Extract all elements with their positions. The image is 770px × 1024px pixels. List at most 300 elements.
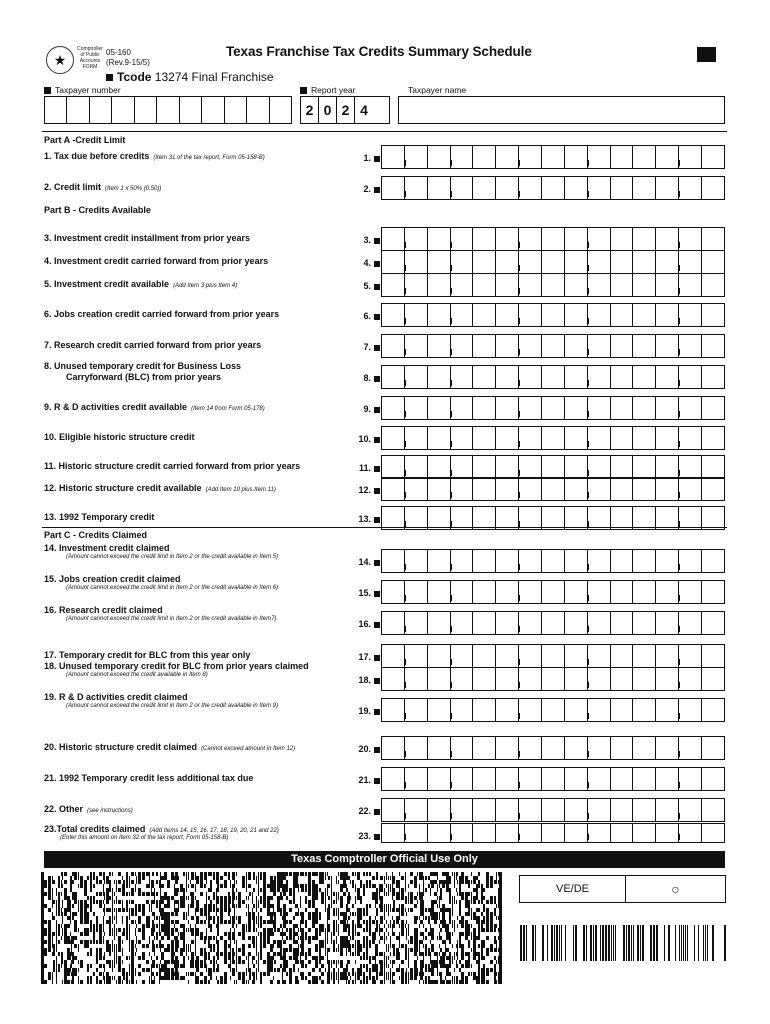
amount-digit-cell[interactable]	[382, 456, 405, 478]
amount-digit-cell[interactable]	[473, 397, 496, 419]
amount-digit-cell[interactable]	[473, 668, 496, 690]
amount-digit-cell[interactable]	[451, 397, 474, 419]
amount-digit-cell[interactable]	[542, 456, 565, 478]
amount-digit-cell[interactable]	[519, 507, 542, 529]
amount-digit-cell[interactable]	[542, 668, 565, 690]
amount-digit-cell[interactable]	[451, 550, 474, 572]
amount-digit-cell[interactable]	[382, 799, 405, 821]
amount-digit-cell[interactable]	[588, 456, 611, 478]
amount-digit-cell[interactable]	[702, 397, 724, 419]
amount-digit-cell[interactable]	[679, 251, 702, 273]
amount-digit-cell[interactable]	[451, 274, 474, 296]
amount-digit-cell[interactable]	[496, 177, 519, 199]
amount-digit-cell[interactable]	[633, 645, 656, 667]
amount-digit-cell[interactable]	[382, 645, 405, 667]
amount-digit-cell[interactable]	[496, 478, 519, 500]
amount-digit-cell[interactable]	[565, 427, 588, 449]
amount-digit-cell[interactable]	[565, 612, 588, 634]
amount-digit-cell[interactable]	[633, 146, 656, 168]
amount-digit-cell[interactable]	[451, 612, 474, 634]
amount-digit-cell[interactable]	[588, 799, 611, 821]
digit-cell[interactable]	[180, 97, 202, 123]
amount-digit-cell[interactable]	[382, 177, 405, 199]
amount-digit-cell[interactable]	[611, 274, 634, 296]
amount-digit-cell[interactable]	[588, 397, 611, 419]
amount-digit-cell[interactable]	[565, 456, 588, 478]
amount-digit-cell[interactable]	[496, 645, 519, 667]
amount-digit-cell[interactable]	[382, 304, 405, 326]
amount-digit-cell[interactable]	[428, 799, 451, 821]
amount-digit-cell[interactable]	[542, 146, 565, 168]
amount-digit-cell[interactable]	[588, 550, 611, 572]
amount-digit-cell[interactable]	[656, 146, 679, 168]
amount-digit-cell[interactable]	[473, 274, 496, 296]
amount-digit-cell[interactable]	[588, 177, 611, 199]
amount-digit-cell[interactable]	[702, 304, 724, 326]
amount-digit-cell[interactable]	[405, 146, 428, 168]
amount-digit-cell[interactable]	[656, 824, 679, 842]
amount-digit-cell[interactable]	[565, 146, 588, 168]
amount-digit-cell[interactable]	[405, 699, 428, 721]
amount-digit-cell[interactable]	[496, 699, 519, 721]
amount-digit-cell[interactable]	[565, 668, 588, 690]
amount-digit-cell[interactable]	[451, 737, 474, 759]
amount-digit-cell[interactable]	[565, 768, 588, 790]
amount-digit-cell[interactable]	[588, 228, 611, 250]
amount-digit-cell[interactable]	[702, 228, 724, 250]
amount-digit-cell[interactable]	[542, 397, 565, 419]
amount-digit-cell[interactable]	[611, 581, 634, 603]
amount-digit-cell[interactable]	[519, 456, 542, 478]
taxpayer-name-field[interactable]	[398, 96, 725, 124]
amount-digit-cell[interactable]	[565, 507, 588, 529]
amount-digit-cell[interactable]	[611, 768, 634, 790]
amount-digit-cell[interactable]	[428, 612, 451, 634]
amount-digit-cell[interactable]	[588, 824, 611, 842]
amount-digit-cell[interactable]	[473, 251, 496, 273]
amount-digit-cell[interactable]	[611, 251, 634, 273]
amount-digit-cell[interactable]	[679, 737, 702, 759]
digit-cell[interactable]	[225, 97, 247, 123]
amount-digit-cell[interactable]	[519, 427, 542, 449]
amount-field[interactable]	[381, 798, 725, 822]
amount-digit-cell[interactable]	[473, 228, 496, 250]
amount-digit-cell[interactable]	[565, 304, 588, 326]
amount-digit-cell[interactable]	[656, 507, 679, 529]
amount-digit-cell[interactable]	[565, 397, 588, 419]
amount-digit-cell[interactable]	[405, 799, 428, 821]
amount-digit-cell[interactable]	[451, 581, 474, 603]
amount-digit-cell[interactable]	[382, 581, 405, 603]
amount-digit-cell[interactable]	[542, 274, 565, 296]
amount-digit-cell[interactable]	[656, 645, 679, 667]
amount-digit-cell[interactable]	[451, 768, 474, 790]
amount-digit-cell[interactable]	[382, 397, 405, 419]
amount-digit-cell[interactable]	[496, 228, 519, 250]
amount-digit-cell[interactable]	[405, 228, 428, 250]
amount-digit-cell[interactable]	[473, 737, 496, 759]
amount-digit-cell[interactable]	[611, 550, 634, 572]
amount-digit-cell[interactable]	[611, 397, 634, 419]
amount-digit-cell[interactable]	[656, 456, 679, 478]
amount-field[interactable]	[381, 396, 725, 420]
amount-digit-cell[interactable]	[633, 397, 656, 419]
amount-digit-cell[interactable]	[702, 645, 724, 667]
amount-digit-cell[interactable]	[473, 335, 496, 357]
amount-digit-cell[interactable]	[542, 737, 565, 759]
amount-field[interactable]	[381, 250, 725, 274]
amount-digit-cell[interactable]	[496, 768, 519, 790]
amount-field[interactable]	[381, 303, 725, 327]
amount-digit-cell[interactable]	[382, 824, 405, 842]
amount-digit-cell[interactable]	[473, 146, 496, 168]
amount-field[interactable]	[381, 506, 725, 530]
amount-field[interactable]	[381, 426, 725, 450]
amount-digit-cell[interactable]	[702, 768, 724, 790]
amount-field[interactable]	[381, 667, 725, 691]
amount-digit-cell[interactable]	[496, 550, 519, 572]
amount-digit-cell[interactable]	[633, 366, 656, 388]
amount-digit-cell[interactable]	[633, 304, 656, 326]
amount-digit-cell[interactable]	[382, 146, 405, 168]
amount-field[interactable]	[381, 477, 725, 501]
amount-digit-cell[interactable]	[679, 507, 702, 529]
amount-digit-cell[interactable]	[428, 737, 451, 759]
amount-digit-cell[interactable]	[428, 478, 451, 500]
amount-digit-cell[interactable]	[382, 550, 405, 572]
amount-digit-cell[interactable]	[633, 581, 656, 603]
amount-digit-cell[interactable]	[405, 612, 428, 634]
amount-digit-cell[interactable]	[542, 335, 565, 357]
amount-digit-cell[interactable]	[679, 228, 702, 250]
amount-digit-cell[interactable]	[656, 427, 679, 449]
amount-digit-cell[interactable]	[679, 768, 702, 790]
amount-digit-cell[interactable]	[542, 478, 565, 500]
amount-digit-cell[interactable]	[382, 668, 405, 690]
amount-digit-cell[interactable]	[382, 612, 405, 634]
amount-digit-cell[interactable]	[428, 507, 451, 529]
amount-digit-cell[interactable]	[451, 228, 474, 250]
amount-digit-cell[interactable]	[405, 366, 428, 388]
amount-digit-cell[interactable]	[633, 824, 656, 842]
amount-digit-cell[interactable]	[405, 550, 428, 572]
digit-cell[interactable]	[112, 97, 134, 123]
amount-digit-cell[interactable]	[702, 699, 724, 721]
amount-digit-cell[interactable]	[405, 427, 428, 449]
amount-digit-cell[interactable]	[496, 456, 519, 478]
amount-digit-cell[interactable]	[679, 335, 702, 357]
amount-digit-cell[interactable]	[702, 366, 724, 388]
amount-digit-cell[interactable]	[451, 507, 474, 529]
amount-digit-cell[interactable]	[473, 427, 496, 449]
amount-digit-cell[interactable]	[542, 768, 565, 790]
amount-digit-cell[interactable]	[656, 397, 679, 419]
amount-digit-cell[interactable]	[702, 668, 724, 690]
amount-digit-cell[interactable]	[405, 645, 428, 667]
amount-digit-cell[interactable]	[519, 699, 542, 721]
amount-digit-cell[interactable]	[702, 456, 724, 478]
amount-digit-cell[interactable]	[382, 335, 405, 357]
amount-digit-cell[interactable]	[519, 177, 542, 199]
amount-digit-cell[interactable]	[519, 478, 542, 500]
amount-digit-cell[interactable]	[702, 251, 724, 273]
amount-digit-cell[interactable]	[565, 251, 588, 273]
amount-digit-cell[interactable]	[542, 550, 565, 572]
amount-digit-cell[interactable]	[451, 146, 474, 168]
amount-digit-cell[interactable]	[519, 397, 542, 419]
amount-digit-cell[interactable]	[611, 478, 634, 500]
amount-digit-cell[interactable]	[542, 177, 565, 199]
amount-digit-cell[interactable]	[702, 507, 724, 529]
amount-digit-cell[interactable]	[542, 824, 565, 842]
amount-digit-cell[interactable]	[405, 177, 428, 199]
amount-digit-cell[interactable]	[519, 737, 542, 759]
amount-digit-cell[interactable]	[656, 768, 679, 790]
amount-digit-cell[interactable]	[542, 366, 565, 388]
report-year-field[interactable]	[300, 96, 390, 124]
amount-digit-cell[interactable]	[702, 612, 724, 634]
amount-digit-cell[interactable]	[588, 768, 611, 790]
amount-field[interactable]	[381, 176, 725, 200]
amount-digit-cell[interactable]	[405, 456, 428, 478]
amount-digit-cell[interactable]	[519, 768, 542, 790]
amount-digit-cell[interactable]	[496, 427, 519, 449]
amount-digit-cell[interactable]	[611, 668, 634, 690]
amount-digit-cell[interactable]	[588, 274, 611, 296]
amount-digit-cell[interactable]	[679, 799, 702, 821]
amount-digit-cell[interactable]	[451, 699, 474, 721]
amount-field[interactable]	[381, 767, 725, 791]
amount-digit-cell[interactable]	[405, 824, 428, 842]
amount-digit-cell[interactable]	[428, 427, 451, 449]
amount-digit-cell[interactable]	[611, 228, 634, 250]
amount-digit-cell[interactable]	[405, 274, 428, 296]
amount-digit-cell[interactable]	[679, 478, 702, 500]
amount-digit-cell[interactable]	[428, 335, 451, 357]
amount-digit-cell[interactable]	[588, 612, 611, 634]
amount-digit-cell[interactable]	[473, 612, 496, 634]
amount-digit-cell[interactable]	[451, 251, 474, 273]
amount-digit-cell[interactable]	[702, 478, 724, 500]
amount-digit-cell[interactable]	[633, 478, 656, 500]
amount-digit-cell[interactable]	[588, 507, 611, 529]
amount-digit-cell[interactable]	[611, 824, 634, 842]
amount-digit-cell[interactable]	[656, 251, 679, 273]
amount-digit-cell[interactable]	[588, 699, 611, 721]
amount-digit-cell[interactable]	[565, 581, 588, 603]
digit-cell[interactable]	[90, 97, 112, 123]
amount-digit-cell[interactable]	[542, 645, 565, 667]
taxpayer-number-field[interactable]	[44, 96, 292, 124]
amount-digit-cell[interactable]	[519, 304, 542, 326]
amount-digit-cell[interactable]	[519, 228, 542, 250]
amount-digit-cell[interactable]	[633, 456, 656, 478]
amount-digit-cell[interactable]	[633, 274, 656, 296]
amount-digit-cell[interactable]	[611, 366, 634, 388]
amount-digit-cell[interactable]	[451, 799, 474, 821]
amount-digit-cell[interactable]	[519, 668, 542, 690]
amount-field[interactable]	[381, 549, 725, 573]
amount-digit-cell[interactable]	[496, 274, 519, 296]
amount-digit-cell[interactable]	[428, 146, 451, 168]
amount-digit-cell[interactable]	[428, 228, 451, 250]
amount-digit-cell[interactable]	[382, 507, 405, 529]
amount-digit-cell[interactable]	[382, 427, 405, 449]
amount-digit-cell[interactable]	[611, 799, 634, 821]
amount-digit-cell[interactable]	[565, 824, 588, 842]
amount-digit-cell[interactable]	[679, 304, 702, 326]
amount-digit-cell[interactable]	[473, 304, 496, 326]
amount-digit-cell[interactable]	[611, 699, 634, 721]
amount-digit-cell[interactable]	[428, 274, 451, 296]
amount-digit-cell[interactable]	[473, 581, 496, 603]
amount-digit-cell[interactable]	[496, 668, 519, 690]
amount-digit-cell[interactable]	[702, 177, 724, 199]
amount-digit-cell[interactable]	[382, 228, 405, 250]
amount-digit-cell[interactable]	[588, 737, 611, 759]
amount-digit-cell[interactable]	[496, 737, 519, 759]
amount-field[interactable]	[381, 580, 725, 604]
amount-digit-cell[interactable]	[382, 699, 405, 721]
amount-digit-cell[interactable]	[588, 427, 611, 449]
amount-digit-cell[interactable]	[656, 335, 679, 357]
amount-digit-cell[interactable]	[656, 699, 679, 721]
amount-digit-cell[interactable]	[496, 397, 519, 419]
amount-digit-cell[interactable]	[611, 507, 634, 529]
amount-digit-cell[interactable]	[473, 645, 496, 667]
amount-digit-cell[interactable]	[382, 737, 405, 759]
amount-digit-cell[interactable]	[496, 366, 519, 388]
amount-digit-cell[interactable]	[519, 581, 542, 603]
amount-digit-cell[interactable]	[633, 612, 656, 634]
amount-digit-cell[interactable]	[473, 768, 496, 790]
amount-digit-cell[interactable]	[656, 304, 679, 326]
amount-digit-cell[interactable]	[405, 507, 428, 529]
digit-cell[interactable]	[135, 97, 157, 123]
amount-digit-cell[interactable]	[633, 507, 656, 529]
amount-digit-cell[interactable]	[405, 335, 428, 357]
amount-digit-cell[interactable]	[473, 799, 496, 821]
amount-digit-cell[interactable]	[611, 304, 634, 326]
amount-digit-cell[interactable]	[588, 366, 611, 388]
amount-digit-cell[interactable]	[679, 699, 702, 721]
amount-digit-cell[interactable]	[656, 177, 679, 199]
amount-digit-cell[interactable]	[565, 550, 588, 572]
amount-digit-cell[interactable]	[519, 366, 542, 388]
amount-digit-cell[interactable]	[473, 550, 496, 572]
amount-digit-cell[interactable]	[565, 228, 588, 250]
amount-digit-cell[interactable]	[702, 146, 724, 168]
amount-digit-cell[interactable]	[496, 824, 519, 842]
ve-de-circle-icon[interactable]: ○	[626, 875, 726, 903]
amount-digit-cell[interactable]	[679, 274, 702, 296]
amount-digit-cell[interactable]	[656, 366, 679, 388]
amount-digit-cell[interactable]	[679, 550, 702, 572]
amount-field[interactable]	[381, 611, 725, 635]
amount-digit-cell[interactable]	[542, 304, 565, 326]
amount-digit-cell[interactable]	[611, 456, 634, 478]
amount-field[interactable]	[381, 455, 725, 479]
amount-field[interactable]	[381, 736, 725, 760]
digit-cell[interactable]	[67, 97, 89, 123]
amount-digit-cell[interactable]	[679, 456, 702, 478]
amount-digit-cell[interactable]	[702, 427, 724, 449]
amount-digit-cell[interactable]	[496, 251, 519, 273]
amount-digit-cell[interactable]	[451, 366, 474, 388]
amount-digit-cell[interactable]	[679, 366, 702, 388]
amount-digit-cell[interactable]	[702, 550, 724, 572]
amount-digit-cell[interactable]	[702, 274, 724, 296]
amount-digit-cell[interactable]	[382, 251, 405, 273]
amount-digit-cell[interactable]	[451, 645, 474, 667]
amount-digit-cell[interactable]	[382, 366, 405, 388]
amount-digit-cell[interactable]	[702, 737, 724, 759]
amount-digit-cell[interactable]	[451, 824, 474, 842]
amount-digit-cell[interactable]	[633, 251, 656, 273]
amount-digit-cell[interactable]	[656, 799, 679, 821]
amount-digit-cell[interactable]	[496, 799, 519, 821]
amount-digit-cell[interactable]	[588, 478, 611, 500]
amount-digit-cell[interactable]	[542, 581, 565, 603]
amount-digit-cell[interactable]	[679, 612, 702, 634]
digit-cell[interactable]	[247, 97, 269, 123]
amount-field[interactable]	[381, 334, 725, 358]
amount-digit-cell[interactable]	[519, 824, 542, 842]
amount-digit-cell[interactable]	[633, 737, 656, 759]
amount-digit-cell[interactable]	[679, 668, 702, 690]
amount-digit-cell[interactable]	[405, 304, 428, 326]
amount-digit-cell[interactable]	[428, 645, 451, 667]
amount-digit-cell[interactable]	[428, 251, 451, 273]
amount-digit-cell[interactable]	[542, 427, 565, 449]
amount-digit-cell[interactable]	[496, 581, 519, 603]
digit-cell[interactable]	[157, 97, 179, 123]
amount-field[interactable]	[381, 273, 725, 297]
amount-digit-cell[interactable]	[519, 799, 542, 821]
amount-digit-cell[interactable]	[451, 335, 474, 357]
amount-digit-cell[interactable]	[519, 335, 542, 357]
amount-digit-cell[interactable]	[588, 304, 611, 326]
amount-digit-cell[interactable]	[405, 397, 428, 419]
amount-digit-cell[interactable]	[611, 335, 634, 357]
amount-digit-cell[interactable]	[542, 507, 565, 529]
amount-digit-cell[interactable]	[451, 478, 474, 500]
amount-digit-cell[interactable]	[702, 335, 724, 357]
amount-digit-cell[interactable]	[382, 478, 405, 500]
amount-digit-cell[interactable]	[633, 228, 656, 250]
amount-digit-cell[interactable]	[565, 799, 588, 821]
amount-digit-cell[interactable]	[428, 668, 451, 690]
amount-digit-cell[interactable]	[519, 550, 542, 572]
amount-field[interactable]	[381, 145, 725, 169]
amount-digit-cell[interactable]	[473, 824, 496, 842]
amount-digit-cell[interactable]	[588, 251, 611, 273]
amount-digit-cell[interactable]	[405, 668, 428, 690]
amount-digit-cell[interactable]	[565, 335, 588, 357]
amount-digit-cell[interactable]	[588, 581, 611, 603]
amount-digit-cell[interactable]	[633, 335, 656, 357]
amount-field[interactable]	[381, 644, 725, 668]
amount-digit-cell[interactable]	[428, 824, 451, 842]
amount-digit-cell[interactable]	[565, 737, 588, 759]
amount-digit-cell[interactable]	[656, 668, 679, 690]
amount-digit-cell[interactable]	[702, 824, 724, 842]
amount-digit-cell[interactable]	[428, 397, 451, 419]
amount-digit-cell[interactable]	[405, 251, 428, 273]
digit-cell[interactable]	[45, 97, 67, 123]
amount-digit-cell[interactable]	[565, 645, 588, 667]
amount-digit-cell[interactable]	[565, 177, 588, 199]
